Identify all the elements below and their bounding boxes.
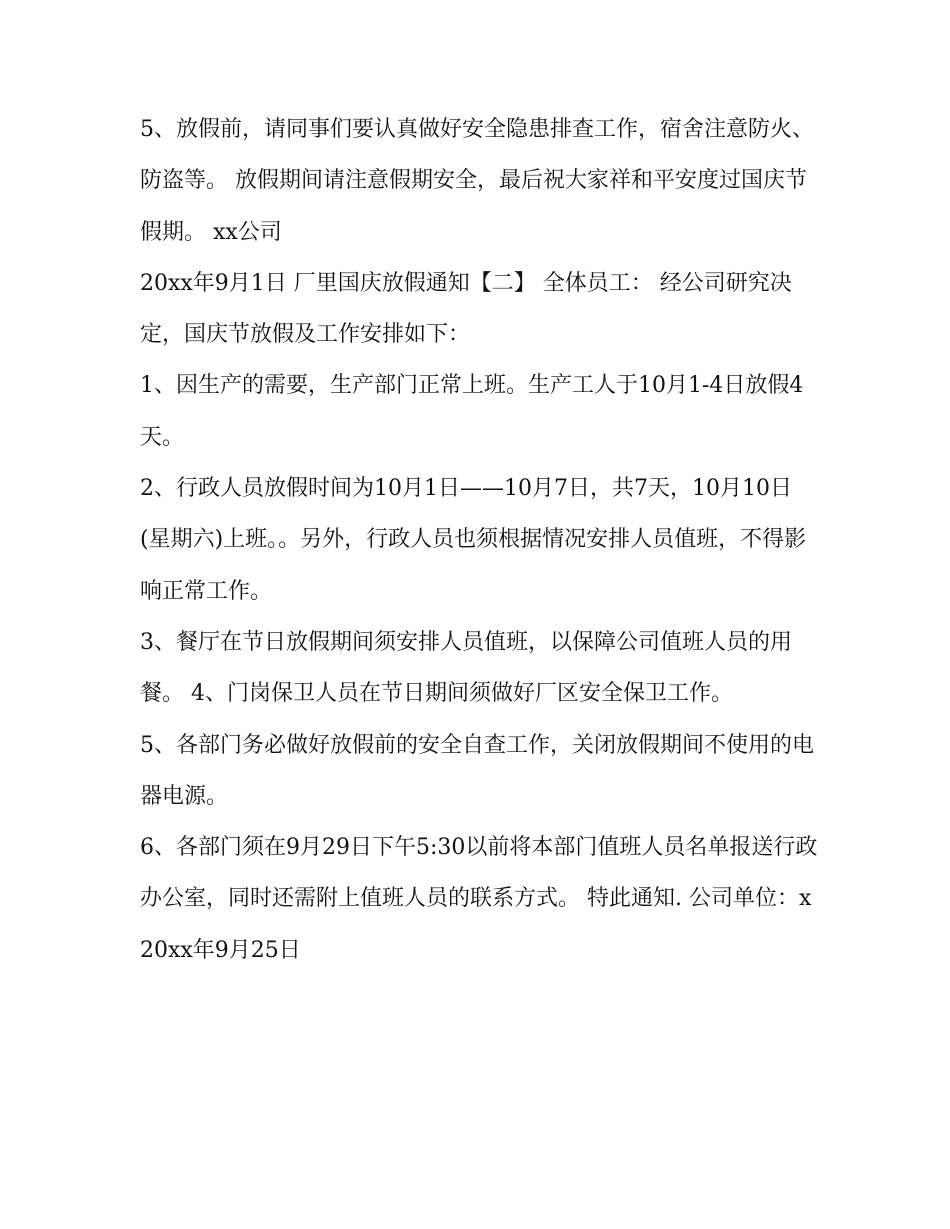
paragraph-safety-check: 5、放假前，请同事们要认真做好安全隐患排查工作，宿舍注意防火、防盗等。 放假期间请注意假期安全，最后祝大家祥和平安度过国庆节假期。 xx公司 bbox=[140, 117, 814, 245]
paragraph-power-check: 5、各部门务必做好放假前的安全自查工作，关闭放假期间不使用的电器电源。 bbox=[140, 732, 814, 809]
paragraph-admin-staff: 2、行政人员放假时间为10月1日——10月7日，共7天，10月10日(星期六)上班。。另外，行政人员也须根据情况安排人员值班，不得影响正常工作。 bbox=[140, 476, 807, 604]
document-body bbox=[140, 104, 820, 976]
paragraph-production-staff: 1、因生产的需要，生产部门正常上班。生产工人于10月1-4日放假4天。 bbox=[140, 373, 804, 450]
paragraph-canteen-security: 3、餐厅在节日放假期间须安排人员值班，以保障公司值班人员的用餐。 4、门岗保卫人员在节日期间须做好厂区安全保卫工作。 bbox=[140, 629, 792, 707]
paragraph-duty-roster: 6、各部门须在9月29日下午5:30以前将本部门值班人员名单报送行政办公室，同时还需附上值班人员的联系方式。 特此通知. 公司单位：x 20xx年9月25日 bbox=[140, 835, 818, 963]
paragraph-notice-intro: 20xx年9月1日 厂里国庆放假通知【二】 全体员工： 经公司研究决定，国庆节放假及工作安排如下： bbox=[140, 270, 792, 348]
